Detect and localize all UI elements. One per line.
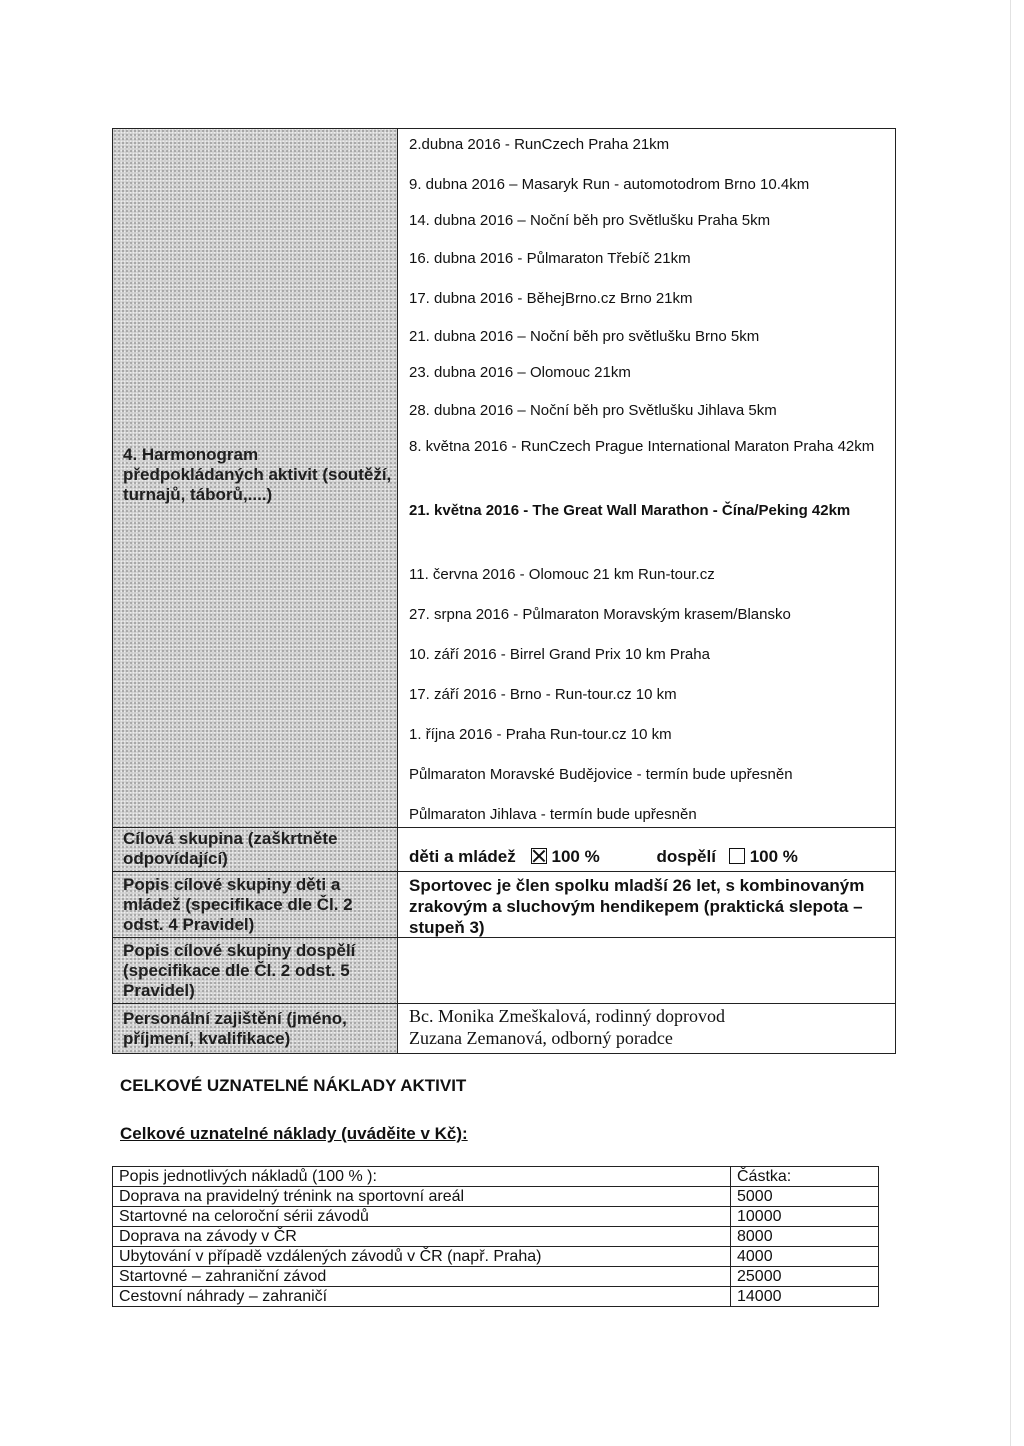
event-item: 14. dubna 2016 – Noční běh pro Světlušku Praha 5km	[409, 212, 771, 229]
cost-desc: Startovné – zahraniční závod	[113, 1267, 731, 1287]
target-group-label: Cílová skupina (zaškrtněte odpovídající)	[123, 829, 338, 868]
staff-label: Personální zajištění (jméno, příjmení, kvalifikace)	[123, 1009, 347, 1048]
event-item: 17. září 2016 - Brno - Run-tour.cz 10 km	[409, 686, 677, 703]
children-desc-label: Popis cílové skupiny děti a mládež (specifikace dle Čl. 2 odst. 4 Pravidel)	[123, 875, 353, 934]
cost-desc: Doprava na závody v ČR	[113, 1227, 731, 1247]
cost-amount: 5000	[731, 1187, 879, 1207]
event-item: 9. dubna 2016 – Masaryk Run - automotodrom Brno 10.4km	[409, 176, 810, 193]
cost-amount: 10000	[731, 1207, 879, 1227]
costs-subtitle: Celkové uznatelné náklady (uváděite v Kč):	[120, 1124, 468, 1143]
costs-header-row	[113, 1167, 879, 1187]
adults-checkbox[interactable]	[729, 848, 745, 864]
section-title: CELKOVÉ UZNATELNÉ NÁKLADY AKTIVIT	[120, 1076, 467, 1095]
event-item: 27. srpna 2016 - Půlmaraton Moravským krasem/Blansko	[409, 606, 791, 623]
adults-option[interactable]	[729, 847, 798, 867]
cost-amount: 25000	[731, 1267, 879, 1287]
costs-header-desc: Popis jednotlivých nákladů (100 % ):	[113, 1167, 731, 1187]
staff-line: Zuzana Zemanová, odborný poradce	[409, 1028, 673, 1048]
row-divider	[113, 871, 895, 872]
event-item: 10. září 2016 - Birrel Grand Prix 10 km Praha	[409, 646, 710, 663]
event-item: 1. října 2016 - Praha Run-tour.cz 10 km	[409, 726, 672, 743]
children-checkbox[interactable]	[531, 848, 547, 864]
scan-edge-line	[1010, 0, 1011, 1446]
cost-desc: Cestovní náhrady – zahraničí	[113, 1287, 731, 1307]
cost-amount: 14000	[731, 1287, 879, 1307]
row-divider	[113, 827, 895, 828]
table-row	[113, 1287, 879, 1307]
costs-table	[112, 1166, 879, 1307]
table-row	[113, 1207, 879, 1227]
event-item: Půlmaraton Moravské Budějovice - termín bude upřesněn	[409, 766, 793, 783]
cost-desc: Ubytování v případě vzdálených závodů v ČR (např. Praha)	[113, 1247, 731, 1267]
costs-header-amount: Částka:	[731, 1167, 879, 1187]
adults-desc-label: Popis cílové skupiny dospělí (specifikace dle Čl. 2 odst. 5 Pravidel)	[123, 941, 356, 1000]
event-item: 2.dubna 2016 - RunCzech Praha 21km	[409, 136, 670, 153]
adults-percent: 100 %	[749, 847, 798, 866]
event-item: 11. června 2016 - Olomouc 21 km Run-tour.cz	[409, 566, 715, 583]
cost-desc: Startovné na celoroční sérii závodů	[113, 1207, 731, 1227]
staff-value	[409, 1005, 725, 1049]
cost-desc: Doprava na pravidelný trénink na sportovní areál	[113, 1187, 731, 1207]
activities-label: 4. Harmonogram předpokládaných aktivit (soutěží, turnajů, táborů,....)	[123, 445, 392, 504]
children-option[interactable]	[531, 847, 600, 867]
table-row	[113, 1187, 879, 1207]
row-divider	[113, 1003, 895, 1004]
cost-amount: 8000	[731, 1227, 879, 1247]
adults-option-label: dospělí	[656, 847, 716, 866]
event-item: 17. dubna 2016 - BěhejBrno.cz Brno 21km	[409, 290, 693, 307]
table-row	[113, 1267, 879, 1287]
children-desc-value: Sportovec je člen spolku mladší 26 let, s kombinovaným zrakovým a sluchovým hendikepem (praktická slepota – stupeň 3)	[409, 876, 865, 937]
event-item: 21. dubna 2016 – Noční běh pro světlušku Brno 5km	[409, 328, 760, 345]
target-group-options	[409, 847, 798, 867]
staff-line: Bc. Monika Zmeškalová, rodinný doprovod	[409, 1006, 725, 1026]
event-item: Půlmaraton Jihlava - termín bude upřesněn	[409, 806, 697, 823]
event-item: 28. dubna 2016 – Noční běh pro Světlušku Jihlava 5km	[409, 402, 777, 419]
activity-form-table	[112, 128, 896, 1054]
event-item: 23. dubna 2016 – Olomouc 21km	[409, 364, 631, 381]
event-item: 21. května 2016 - The Great Wall Marathon - Čína/Peking 42km	[409, 502, 851, 519]
table-row	[113, 1227, 879, 1247]
children-option-label: děti a mládež	[409, 847, 516, 866]
table-row	[113, 1247, 879, 1267]
children-percent: 100 %	[551, 847, 600, 866]
cost-amount: 4000	[731, 1247, 879, 1267]
event-item: 16. dubna 2016 - Půlmaraton Třebíč 21km	[409, 250, 691, 267]
event-item: 8. května 2016 - RunCzech Prague International Maraton Praha 42km	[409, 438, 875, 455]
